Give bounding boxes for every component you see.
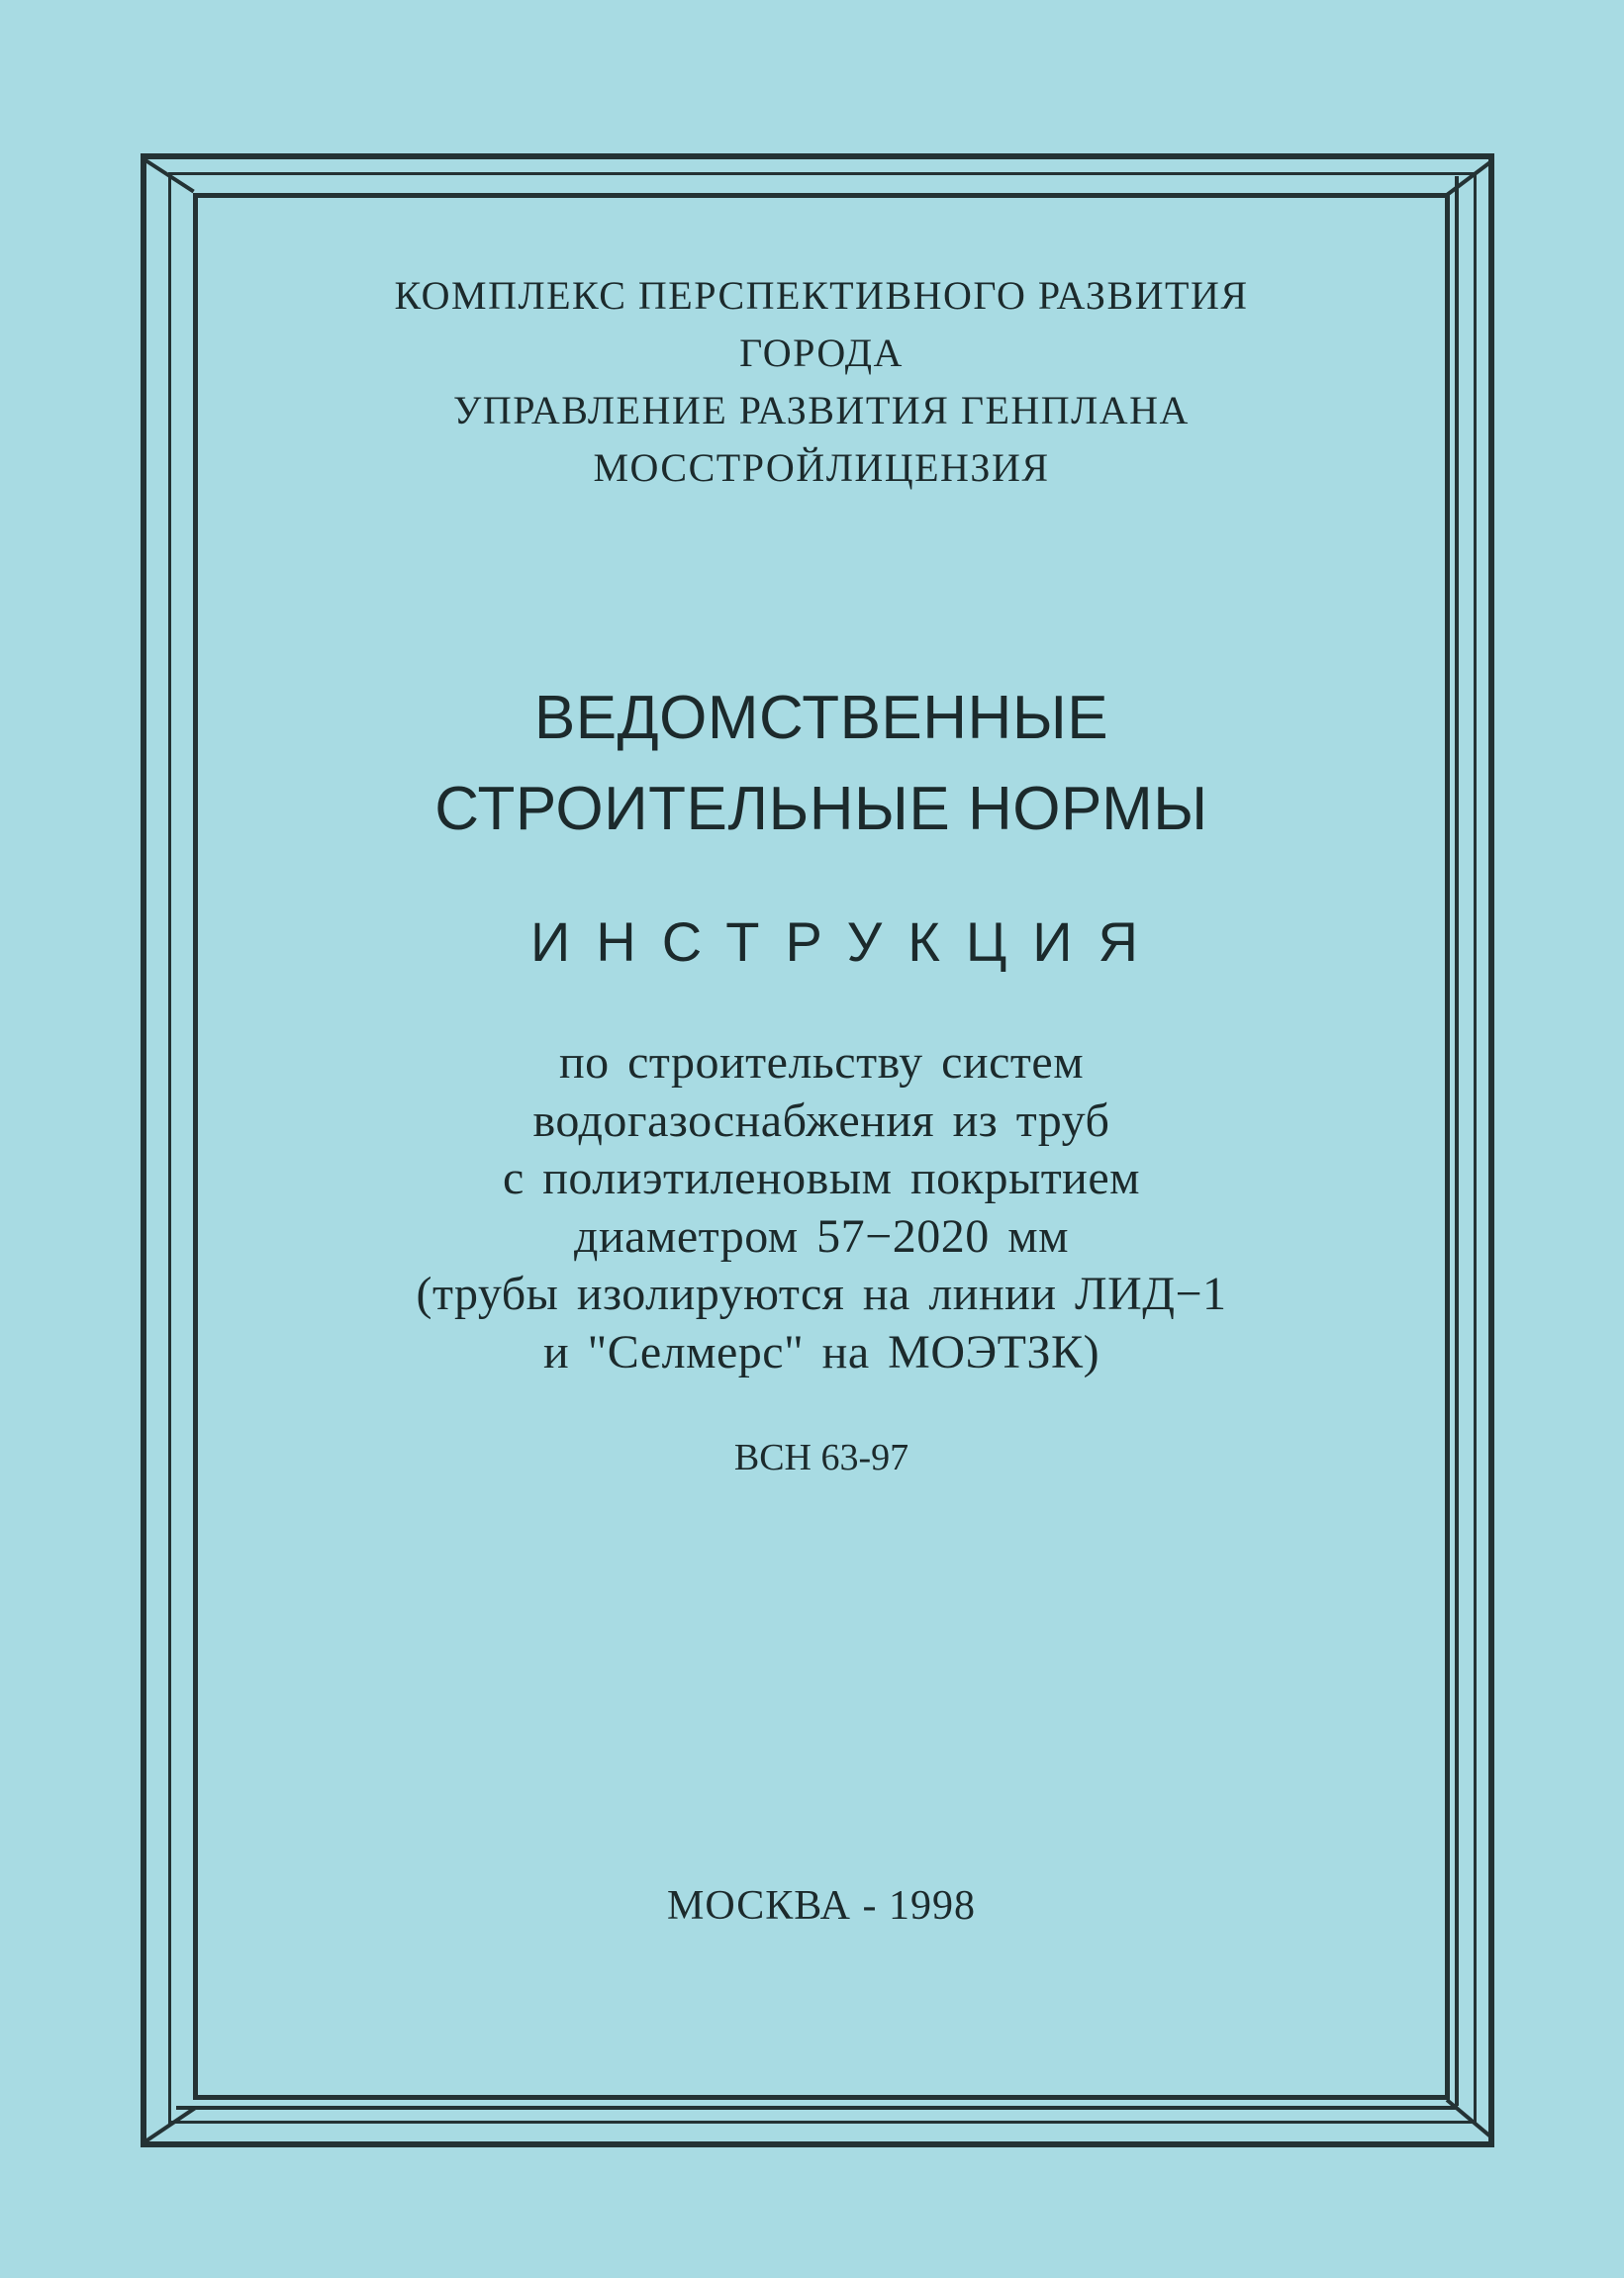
description-line-5: (трубы изолируются на линии ЛИД−1	[416, 1268, 1227, 1320]
org-line-3: УПРАВЛЕНИЕ РАЗВИТИЯ ГЕНПЛАНА	[453, 388, 1190, 432]
frame-right-line	[1455, 176, 1459, 2106]
document-type: ИНСТРУКЦИЯ	[530, 910, 1164, 973]
document-code: ВСН 63-97	[733, 1437, 909, 1478]
title-line-1: ВЕДОМСТВЕННЫЕ	[533, 684, 1109, 752]
title-line-2: СТРОИТЕЛЬНЫЕ НОРМЫ	[434, 775, 1208, 843]
org-line-4: МОССТРОЙЛИЦЕНЗИЯ	[593, 445, 1050, 490]
org-line-1: КОМПЛЕКС ПЕРСПЕКТИВНОГО РАЗВИТИЯ	[394, 273, 1249, 318]
document-description	[198, 1034, 1445, 1381]
description-line-2: водогазоснабжения из труб	[532, 1093, 1110, 1147]
description-line-4: диаметром 57−2020 мм	[574, 1209, 1069, 1263]
description-line-1: по строительству систем	[558, 1036, 1085, 1089]
document-title	[198, 673, 1445, 855]
frame-bottom-line	[176, 2106, 1458, 2110]
description-line-6: и "Селмерс" на МОЭТЗК)	[542, 1325, 1100, 1378]
org-line-2: ГОРОДА	[739, 331, 904, 375]
description-line-3: с полиэтиленовым покрытием	[502, 1152, 1141, 1204]
organization-header	[198, 267, 1445, 497]
imprint-city-year: МОСКВА - 1998	[667, 1883, 976, 1929]
